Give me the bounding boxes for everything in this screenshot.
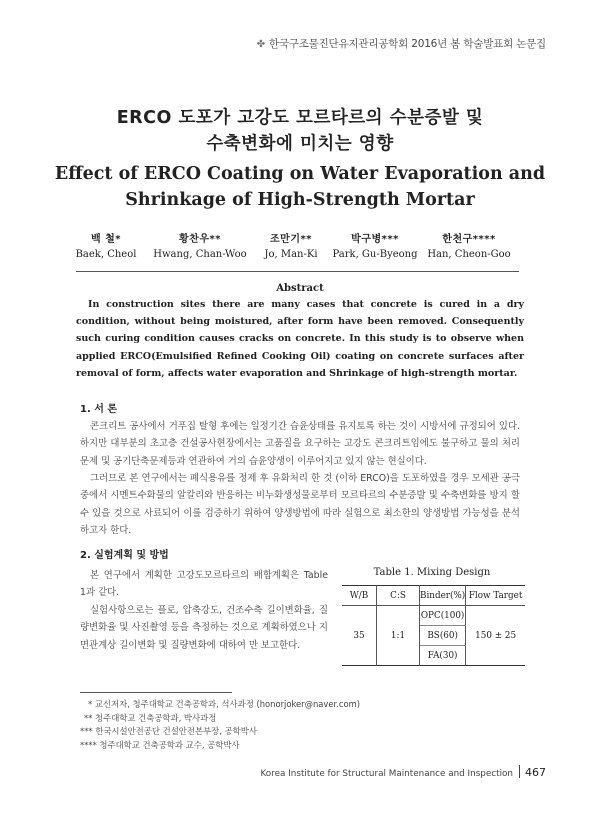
table-cell-flow: 150 ± 25 xyxy=(475,630,517,641)
method-text xyxy=(80,567,328,654)
author-name-kr: 황찬우** xyxy=(179,234,221,245)
table-row xyxy=(342,606,525,626)
journal-name: 한국구조물진단유지관리공학회 2016년 봄 학술발표회 논문집 xyxy=(268,38,546,50)
korean-title xyxy=(0,105,600,157)
english-title-line-1: Effect of ERCO Coating on Water Evaporation and xyxy=(54,164,546,184)
author-name-kr: 박구병*** xyxy=(351,234,399,245)
clover-icon: ✤ xyxy=(256,39,265,50)
footnotes xyxy=(80,698,360,752)
author-name-en: Hwang, Chan-Woo xyxy=(153,249,247,260)
method-paragraph-2: 실험사항으로는 플로, 압축강도, 건조수축 길이변화율, 질량변화율 및 사진촬영 등을 측정하는 것으로 계획하였으나 지면관계상 길이변화 및 질량변화에 대하여 만 보고한다. xyxy=(80,604,328,651)
table-header-cell: Binder(%) xyxy=(420,586,466,606)
author-name-en: Baek, Cheol xyxy=(75,249,137,260)
table-cell-binder: OPC(100) xyxy=(420,606,466,626)
abstract-body: In construction sites there are many cases that concrete is cured in a dry condition, without being moistured, after form have been removed. Consequently such curing condition causes cracks on concrete. In this study is to observe when applied ERCO(Emulsified Refined Cooking Oil) coating on concrete surfaces after removal of form, affects water evaporation and Shrinkage of high-strength mortar. xyxy=(76,299,524,379)
footer-institute: Korea Institute for Structural Maintenance and Inspection xyxy=(260,769,513,779)
table-header-row xyxy=(342,586,525,606)
author-name-en: Jo, Man-Ki xyxy=(264,249,318,260)
intro-paragraph-2: 그러므로 본 연구에서는 폐식용유를 정제 후 유화처리 한 것 (이하 ERCO)을 도포하였을 경우 모세관 공극중에서 시멘트수화물의 알칼리와 반응하는 비누화생성물로부터 모르타르의 수분증발 및 수축변화를 방지 할 수 있을 것으로 사료되어 이를 검증하기 위하여 양생방법에 따라 실험으로 최소한의 양생방법 가능성을 분석 하고자 한다. xyxy=(80,473,520,536)
author-name-kr: 한천구**** xyxy=(442,234,496,245)
footnote: *** 한국시설안전공단 건설안전본부장, 공학박사 xyxy=(80,726,257,737)
mixing-design-table xyxy=(342,585,525,666)
author-name-kr: 조만기** xyxy=(270,234,312,245)
korean-title-line-1: ERCO 도포가 고강도 모르타르의 수분증발 및 xyxy=(116,108,484,128)
author-name-en: Park, Gu-Byeong xyxy=(332,249,418,260)
section-heading-introduction: 1. 서 론 xyxy=(80,404,118,415)
section-heading-method: 2. 실험계획 및 방법 xyxy=(80,550,169,561)
table-cell-binder: FA(30) xyxy=(420,646,466,666)
footnote: **** 청주대학교 건축공학과 교수, 공학박사 xyxy=(80,739,240,750)
table-header-cell: C:S xyxy=(377,586,420,606)
footnote: ** 청주대학교 건축공학과, 박사과정 xyxy=(84,712,217,723)
author-name-en: Han, Cheon-Goo xyxy=(427,249,511,260)
footnote-divider xyxy=(80,692,232,693)
journal-header xyxy=(257,36,546,51)
abstract-heading: Abstract xyxy=(276,283,324,294)
author xyxy=(409,232,529,262)
footer-separator xyxy=(519,765,520,778)
method-paragraph-1: 본 연구에서 계획한 고강도모르타르의 배합계획은 Table 1과 같다. xyxy=(80,570,328,599)
english-title-line-2: Shrinkage of High-Strength Mortar xyxy=(125,190,475,210)
table-cell-wb: 35 xyxy=(342,606,377,666)
korean-title-line-2: 수축변화에 미치는 영향 xyxy=(206,134,394,154)
table-header-cell: W/B xyxy=(342,586,377,606)
page-number: 467 xyxy=(525,766,546,779)
divider xyxy=(76,271,519,272)
intro-paragraph-1: 콘크리트 공사에서 거푸집 탈형 후에는 일정기간 습윤상태를 유지토록 하는 것이 시방서에 규정되어 있다. 하지만 대부분의 초고층 건설공사현장에서는 고품질을 요구하는 고강도 콘크리트임에도 불구하고 물의 처리 문제 및 공기단축문제등과 연관하여 거의 습윤양생이 이루어지고 있지 않는 현실이다. xyxy=(80,421,520,467)
footnote: * 교신저자, 청주대학교 건축공학과, 석사과정 (honorjoker@naver.com) xyxy=(88,699,361,709)
table-caption: Table 1. Mixing Design xyxy=(373,567,491,578)
english-title xyxy=(0,161,600,213)
author-name-kr: 백 철* xyxy=(90,234,122,245)
table-header-cell: Flow Target xyxy=(468,590,523,601)
page-footer xyxy=(260,765,546,779)
table-cell-binder: BS(60) xyxy=(420,626,466,646)
table-cell-cs: 1:1 xyxy=(377,606,420,666)
